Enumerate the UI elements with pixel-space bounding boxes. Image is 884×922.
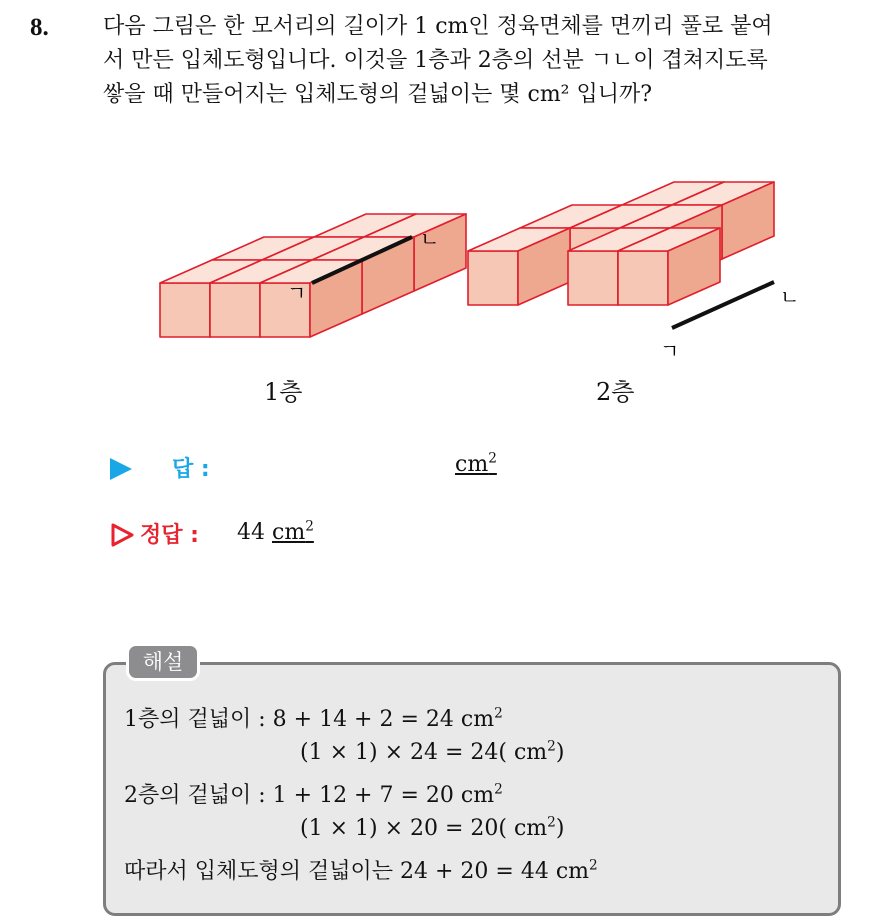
hollow-arrow-icon	[110, 522, 136, 548]
correct-answer-row	[110, 514, 610, 554]
answer-row	[110, 448, 610, 488]
solution-line: 2층의 겉넓이 : 1 + 12 + 7 = 20 $cm^2$	[124, 781, 503, 808]
play-arrow-icon	[110, 458, 132, 480]
question-line: 쌓을 때 만들어지는 입체도형의 겉넓이는 몇 cm² 입니까?	[103, 82, 653, 107]
question-line: 서 만든 입체도형입니다. 이것을 1층과 2층의 선분 ㄱㄴ이 겹쳐지도록	[103, 48, 768, 73]
label-g-2: ㄱ	[660, 339, 680, 363]
figure-caption-1: 1층	[264, 378, 303, 406]
solution-line: (1 × 1) × 24 = 24( $cm^2$)	[300, 738, 565, 765]
answer-unit: cm	[455, 452, 489, 477]
question-line: 다음 그림은 한 모서리의 길이가 1 cm인 정육면체를 면끼리 풀로 붙여	[103, 14, 773, 39]
solution-line: 따라서 입체도형의 겉넓이는 24 + 20 = 44 $cm^2$	[124, 857, 598, 884]
answer-unit-sup: 2	[488, 450, 497, 467]
correct-value: 44	[237, 520, 265, 545]
cube-front-face	[210, 283, 260, 337]
label-n-1: ㄴ	[420, 227, 440, 251]
correct-unit: cm	[272, 520, 306, 545]
answer-input[interactable]	[455, 452, 497, 477]
question-number: 8.	[30, 14, 49, 41]
correct-label: 정답 :	[140, 523, 199, 548]
cube-front-face	[468, 251, 518, 305]
cube-front-face	[160, 283, 210, 337]
solution-title: 해설	[126, 643, 200, 681]
label-n-2: ㄴ	[780, 285, 800, 309]
figure-layer-2	[468, 182, 774, 305]
correct-value-group	[237, 520, 314, 545]
cube-front-face	[618, 251, 668, 305]
figure-caption-2: 2층	[596, 378, 635, 406]
cube-front-face	[568, 251, 618, 305]
cube-figures	[0, 0, 884, 440]
solution-line: 1층의 겉넓이 : 8 + 14 + 2 = 24 $cm^2$	[124, 705, 503, 732]
correct-unit-sup: 2	[305, 518, 314, 535]
solution-line: (1 × 1) × 20 = 20( $cm^2$)	[300, 814, 565, 841]
answer-label: 답 :	[172, 457, 210, 482]
label-g-1: ㄱ	[287, 281, 307, 305]
